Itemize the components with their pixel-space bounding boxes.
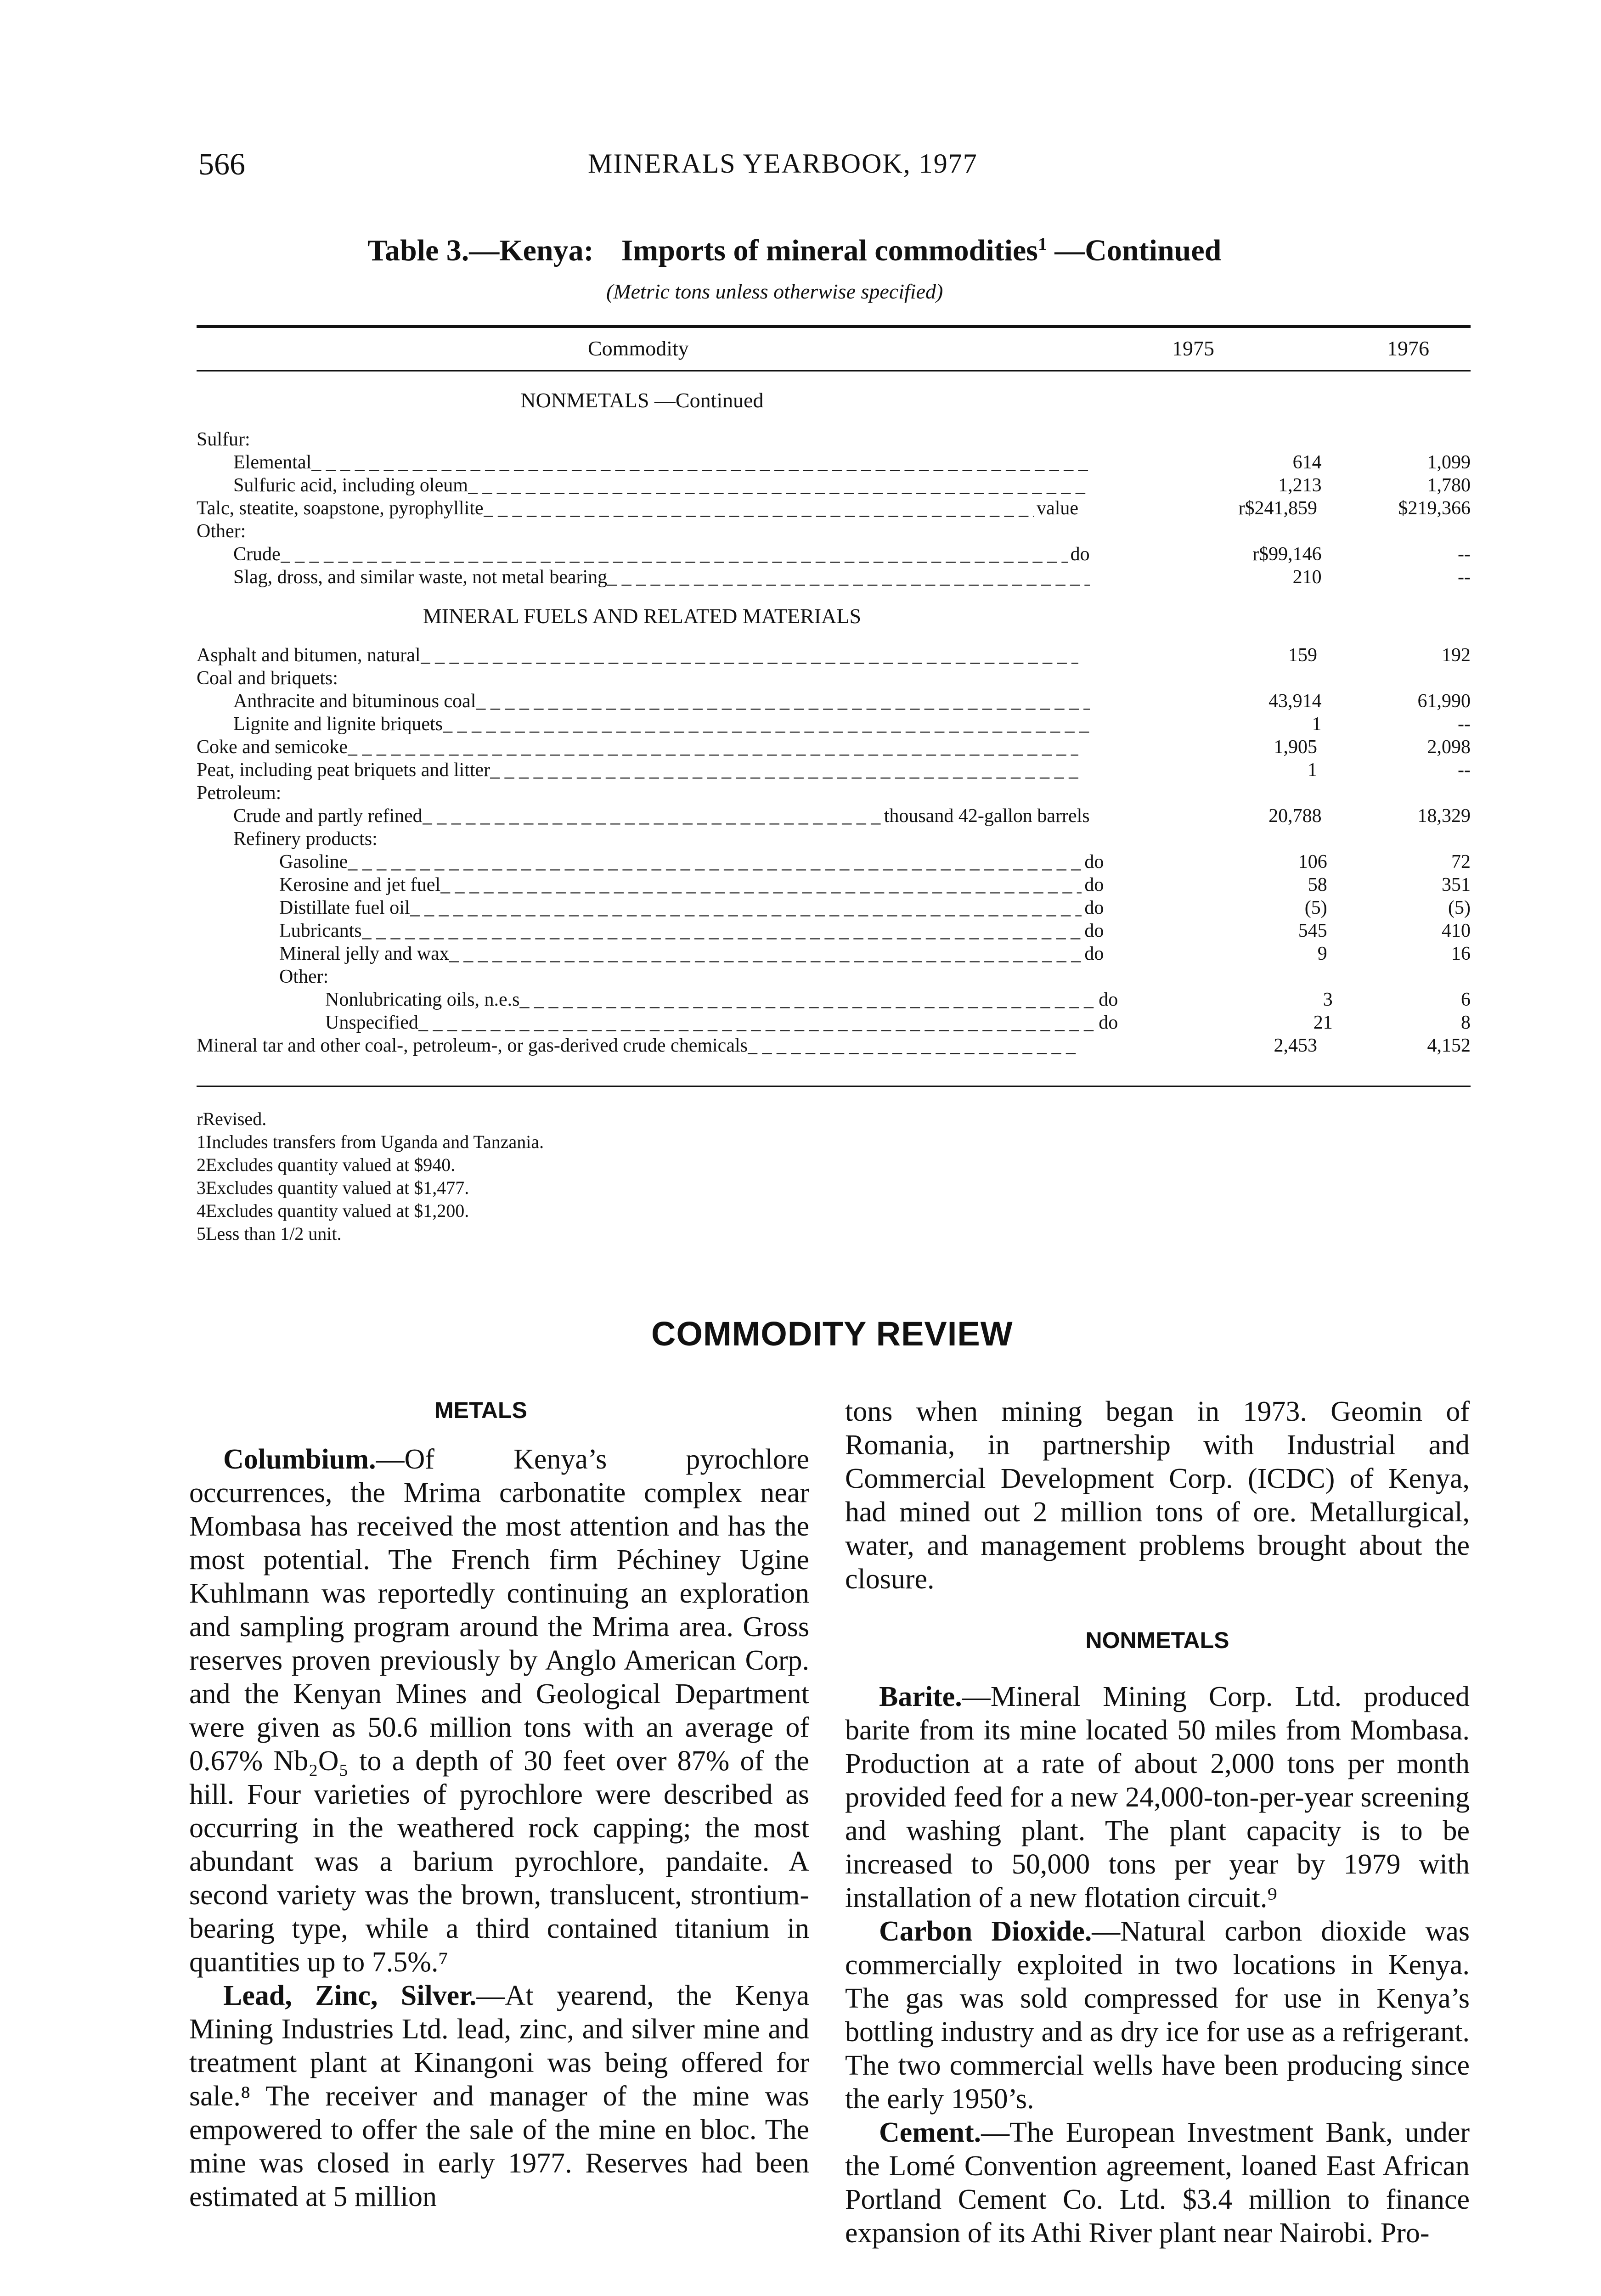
footnote: 3Excludes quantity valued at $1,477. [197, 1177, 469, 1198]
table-row [197, 827, 1471, 850]
column-header-1975: 1975 [1172, 337, 1214, 360]
commodity-label: Lubricants [279, 920, 362, 941]
commodity-cell [197, 759, 1078, 782]
table-top-rule [197, 325, 1471, 328]
table-row [197, 896, 1471, 919]
table-row [197, 1011, 1471, 1034]
commodity-cell [197, 451, 1090, 474]
value-1976 [1327, 965, 1471, 988]
running-title: MINERALS YEARBOOK, 1977 [588, 148, 978, 179]
metals-heading: METALS [434, 1397, 527, 1423]
columbium-text: —Of Kenya’s pyrochlore occurrences, the Mrima carbonatite complex near Mombasa has received the most attention and has the most potential. The French firm Péchiney Ugine Kuhlmann was reportedly continuing an exploration and sampling program around the Mrima area. Gross reserves proven previously by Anglo American Corp. and the Kenyan Mines and Geological Department were given as 50.6 million tons with an average of 0.67% Nb₂O₅ to a depth of 30 feet over 87% of the hill. Four varieties of pyrochlore were described as occurring in the weathered rock capping; the most abundant was a barium pyrochlore, pandaite. A second variety was the brown, translucent, strontium-bearing type, while a third contained titanium in quantities up to 7.5%.⁷ [189, 1444, 809, 1978]
leader-dots [421, 644, 1078, 667]
leader-dots [348, 736, 1078, 759]
commodity-cell [197, 566, 1090, 589]
table-row [197, 850, 1471, 873]
table-row [197, 805, 1471, 827]
leader-dots [484, 497, 1034, 520]
commodity-label: Crude and partly refined [233, 805, 423, 827]
carbon-dioxide-paragraph [845, 1915, 1470, 2116]
commodity-cell [197, 850, 1104, 873]
table-header-rule [197, 370, 1471, 371]
leader-dots [748, 1034, 1078, 1057]
cement-heading: Cement. [879, 2117, 981, 2148]
value-1975: 43,914 [1268, 691, 1322, 712]
value-1976: 1,099 [1427, 452, 1471, 473]
commodity-label: Distillate fuel oil [279, 897, 410, 918]
carbon-dioxide-heading: Carbon Dioxide. [879, 1916, 1092, 1947]
value-1976: 410 [1442, 920, 1471, 941]
table-subtitle: (Metric tons unless otherwise specified) [606, 280, 943, 303]
value-1975: 1,213 [1278, 475, 1322, 496]
value-1975 [1078, 667, 1317, 690]
commodity-cell [197, 782, 1078, 805]
table-row [197, 451, 1471, 474]
unit-label: do [1084, 851, 1104, 872]
commodity-cell [197, 919, 1104, 942]
footnote: 4Excludes quantity valued at $1,200. [197, 1200, 469, 1221]
table-row [197, 782, 1471, 805]
footnote: 5Less than 1/2 unit. [197, 1223, 342, 1244]
table-row [197, 942, 1471, 965]
leader-dots [311, 451, 1089, 474]
commodity-label: Refinery products: [233, 828, 378, 850]
value-1976: $219,366 [1398, 498, 1471, 519]
table-section-heading [197, 373, 1471, 428]
value-1976: -- [1458, 760, 1471, 781]
footnote: rRevised. [197, 1109, 267, 1129]
table-title-continued: —Continued [1047, 234, 1222, 267]
table-row [197, 566, 1471, 589]
value-1975: 545 [1298, 920, 1327, 941]
table-section-heading [197, 589, 1471, 644]
commodity-label: Slag, dross, and similar waste, not metal bearing [233, 567, 608, 588]
unit-label: thousand 42-gallon barrels [884, 805, 1090, 827]
leader-dots [418, 1011, 1096, 1034]
commodity-cell [197, 428, 1078, 451]
commodity-cell [197, 873, 1104, 896]
commodity-label: Other: [197, 521, 246, 542]
leader-dots [423, 805, 881, 827]
value-1975: 106 [1298, 851, 1327, 872]
commodity-label: Sulfur: [197, 429, 250, 450]
lead-zinc-silver-text: —At yearend, the Kenya Mining Industries Ltd. lead, zinc, and silver mine and treatment plant at Kinangoni was being offered for sale.⁸ The receiver and manager of the mine was empowered to offer the sale of the mine en bloc. The mine was closed in early 1977. Reserves had been estimated at 5 million [189, 1980, 809, 2212]
imports-table [197, 373, 1471, 1057]
table-row [197, 919, 1471, 942]
lead-zinc-silver-heading: Lead, Zinc, Silver. [223, 1980, 477, 2011]
leader-dots [449, 942, 1082, 965]
value-1975 [1078, 782, 1317, 805]
value-1975: r$99,146 [1252, 544, 1322, 565]
barite-paragraph [845, 1680, 1470, 1915]
table-title-footnote: 1 [1037, 234, 1047, 254]
commodity-label: Other: [279, 966, 329, 987]
value-1975: 1 [1312, 714, 1322, 735]
commodity-label: Nonlubricating oils, n.e.s [325, 989, 520, 1010]
value-1975: 3 [1323, 989, 1333, 1010]
commodity-cell [197, 543, 1090, 566]
leader-dots [443, 713, 1090, 736]
leader-dots [281, 543, 1068, 566]
columbium-paragraph [189, 1443, 809, 1979]
commodity-cell [197, 805, 1090, 827]
commodity-cell [197, 497, 1078, 520]
value-1976 [1322, 827, 1471, 850]
footnote: 1Includes transfers from Uganda and Tanzania. [197, 1131, 544, 1152]
leader-dots [362, 919, 1082, 942]
value-1976 [1317, 667, 1471, 690]
commodity-label: Mineral tar and other coal-, petroleum-, or gas-derived crude chemicals [197, 1035, 748, 1056]
leader-dots [490, 759, 1078, 782]
table-row [197, 667, 1471, 690]
table-row [197, 543, 1471, 566]
commodity-label: Crude [233, 544, 281, 565]
left-column [189, 1443, 809, 2214]
footnote: 2Excludes quantity valued at $940. [197, 1154, 456, 1175]
barite-heading: Barite. [879, 1681, 962, 1712]
section-label: MINERAL FUELS AND RELATED MATERIALS [423, 604, 862, 628]
commodity-cell [197, 736, 1078, 759]
column-header-commodity: Commodity [588, 337, 689, 360]
value-1976: 72 [1451, 851, 1471, 872]
leader-dots [468, 474, 1090, 497]
value-1975: r$241,859 [1238, 498, 1317, 519]
cement-text: —The European Investment Bank, under the Lomé Convention agreement, loaned East African Portland Cement Co. Ltd. $3.4 million to finance expansion of its Athi River plant near Nairobi. Pro- [845, 2117, 1470, 2249]
unit-label: value [1037, 498, 1078, 519]
commodity-label: Talc, steatite, soapstone, pyrophyllite [197, 498, 484, 519]
value-1975 [1078, 428, 1317, 451]
commodity-cell [197, 520, 1078, 543]
commodity-label: Kerosine and jet fuel [279, 874, 441, 895]
unit-label: do [1084, 943, 1104, 964]
table-row [197, 474, 1471, 497]
table-row [197, 520, 1471, 543]
table-row [197, 873, 1471, 896]
table-row [197, 736, 1471, 759]
table-title-text: Imports of mineral commodities [621, 234, 1038, 267]
commodity-cell [197, 827, 1090, 850]
leader-dots [519, 988, 1096, 1011]
value-1975: 20,788 [1268, 805, 1322, 827]
value-1975 [1078, 520, 1317, 543]
commodity-review-title: COMMODITY REVIEW [651, 1315, 1013, 1353]
value-1976 [1317, 782, 1471, 805]
table-title [367, 233, 1221, 268]
commodity-label: Anthracite and bituminous coal [233, 691, 476, 712]
value-1975 [1104, 965, 1327, 988]
commodity-cell [197, 667, 1078, 690]
right-column [845, 1395, 1470, 2250]
commodity-cell [197, 644, 1078, 667]
commodity-label: Gasoline [279, 851, 348, 872]
table-row [197, 644, 1471, 667]
commodity-label: Unspecified [325, 1012, 418, 1033]
commodity-label: Coal and briquets: [197, 668, 338, 689]
value-1975: 58 [1308, 874, 1327, 895]
unit-label: do [1070, 544, 1090, 565]
value-1975: 1 [1308, 760, 1317, 781]
value-1976: 16 [1451, 943, 1471, 964]
value-1976: (5) [1448, 897, 1471, 918]
value-1976: 61,990 [1417, 691, 1471, 712]
unit-label: do [1084, 920, 1104, 941]
table-row [197, 1034, 1471, 1057]
commodity-cell [197, 1034, 1078, 1057]
value-1975: 210 [1292, 567, 1322, 588]
table-row [197, 965, 1471, 988]
commodity-cell [197, 713, 1090, 736]
commodity-label: Peat, including peat briquets and litter [197, 760, 490, 781]
commodity-label: Lignite and lignite briquets [233, 714, 443, 735]
value-1975: 159 [1288, 645, 1317, 666]
section-label: NONMETALS —Continued [520, 388, 764, 412]
value-1976: -- [1458, 567, 1471, 588]
value-1976 [1317, 520, 1471, 543]
table-row [197, 690, 1471, 713]
lead-zinc-silver-continued: tons when mining began in 1973. Geomin of Romania, in partnership with Industrial and Commercial Development Corp. (ICDC) of Kenya, had mined out 2 million tons of ore. Metallurgical, water, and management problems brought about the closure. [845, 1396, 1470, 1595]
lead-zinc-silver-paragraph [189, 1979, 809, 2214]
commodity-label: Mineral jelly and wax [279, 943, 449, 964]
value-1975: 21 [1313, 1012, 1333, 1033]
commodity-cell [197, 942, 1104, 965]
commodity-cell [197, 1011, 1118, 1034]
commodity-label: Elemental [233, 452, 312, 473]
column-header-1976: 1976 [1387, 337, 1429, 360]
value-1976: -- [1458, 544, 1471, 565]
page-number: 566 [198, 146, 245, 181]
value-1976: 8 [1461, 1012, 1471, 1033]
nonmetals-heading: NONMETALS [1085, 1627, 1229, 1653]
carbon-dioxide-text: —Natural carbon dioxide was commercially exploited in two locations in Kenya. The gas was sold compressed for use in Kenya’s bottling industry and as dry ice for use as a refrigerant. The two commercial wells have been producing since the early 1950’s. [845, 1916, 1470, 2115]
table-row [197, 713, 1471, 736]
value-1976: 18,329 [1417, 805, 1471, 827]
commodity-cell [197, 988, 1118, 1011]
value-1976 [1317, 428, 1471, 451]
table-bottom-rule [197, 1086, 1471, 1087]
unit-label: do [1099, 989, 1118, 1010]
commodity-label: Petroleum: [197, 782, 282, 804]
value-1976: 4,152 [1427, 1035, 1471, 1056]
leader-dots [607, 566, 1089, 589]
commodity-label: Sulfuric acid, including oleum [233, 475, 468, 496]
value-1975: 614 [1292, 452, 1322, 473]
value-1975: 9 [1317, 943, 1327, 964]
commodity-label: Coke and semicoke [197, 737, 348, 758]
value-1975: 1,905 [1274, 737, 1317, 758]
value-1976: 2,098 [1427, 737, 1471, 758]
commodity-cell [197, 896, 1104, 919]
leader-dots [348, 850, 1082, 873]
table-row [197, 428, 1471, 451]
commodity-cell [197, 474, 1090, 497]
table-row [197, 988, 1471, 1011]
value-1975: (5) [1304, 897, 1327, 918]
leader-dots [440, 873, 1082, 896]
commodity-cell [197, 690, 1090, 713]
value-1975 [1090, 827, 1322, 850]
value-1976: 6 [1461, 989, 1471, 1010]
table-row [197, 759, 1471, 782]
table-row [197, 497, 1471, 520]
value-1976: 1,780 [1427, 475, 1471, 496]
value-1976: 192 [1442, 645, 1471, 666]
value-1975: 2,453 [1274, 1035, 1317, 1056]
barite-text: —Mineral Mining Corp. Ltd. produced barite from its mine located 50 miles from Mombasa. Production at a rate of about 2,000 tons per month provided feed for a new 24,000-ton-per-year screening and washing plant. The plant capacity is to be increased to 50,000 tons per year by 1979 with installation of a new flotation circuit.⁹ [845, 1681, 1470, 1913]
columbium-heading: Columbium. [223, 1444, 376, 1475]
cement-paragraph [845, 2116, 1470, 2250]
table-footnotes [197, 1108, 544, 1245]
table-number: Table 3.—Kenya: [367, 234, 594, 267]
commodity-label: Asphalt and bitumen, natural [197, 645, 421, 666]
commodity-cell [197, 965, 1104, 988]
unit-label: do [1099, 1012, 1118, 1033]
unit-label: do [1084, 874, 1104, 895]
unit-label: do [1084, 897, 1104, 918]
leader-dots [476, 690, 1089, 713]
value-1976: 351 [1442, 874, 1471, 895]
leader-dots [410, 896, 1082, 919]
value-1976: -- [1458, 714, 1471, 735]
